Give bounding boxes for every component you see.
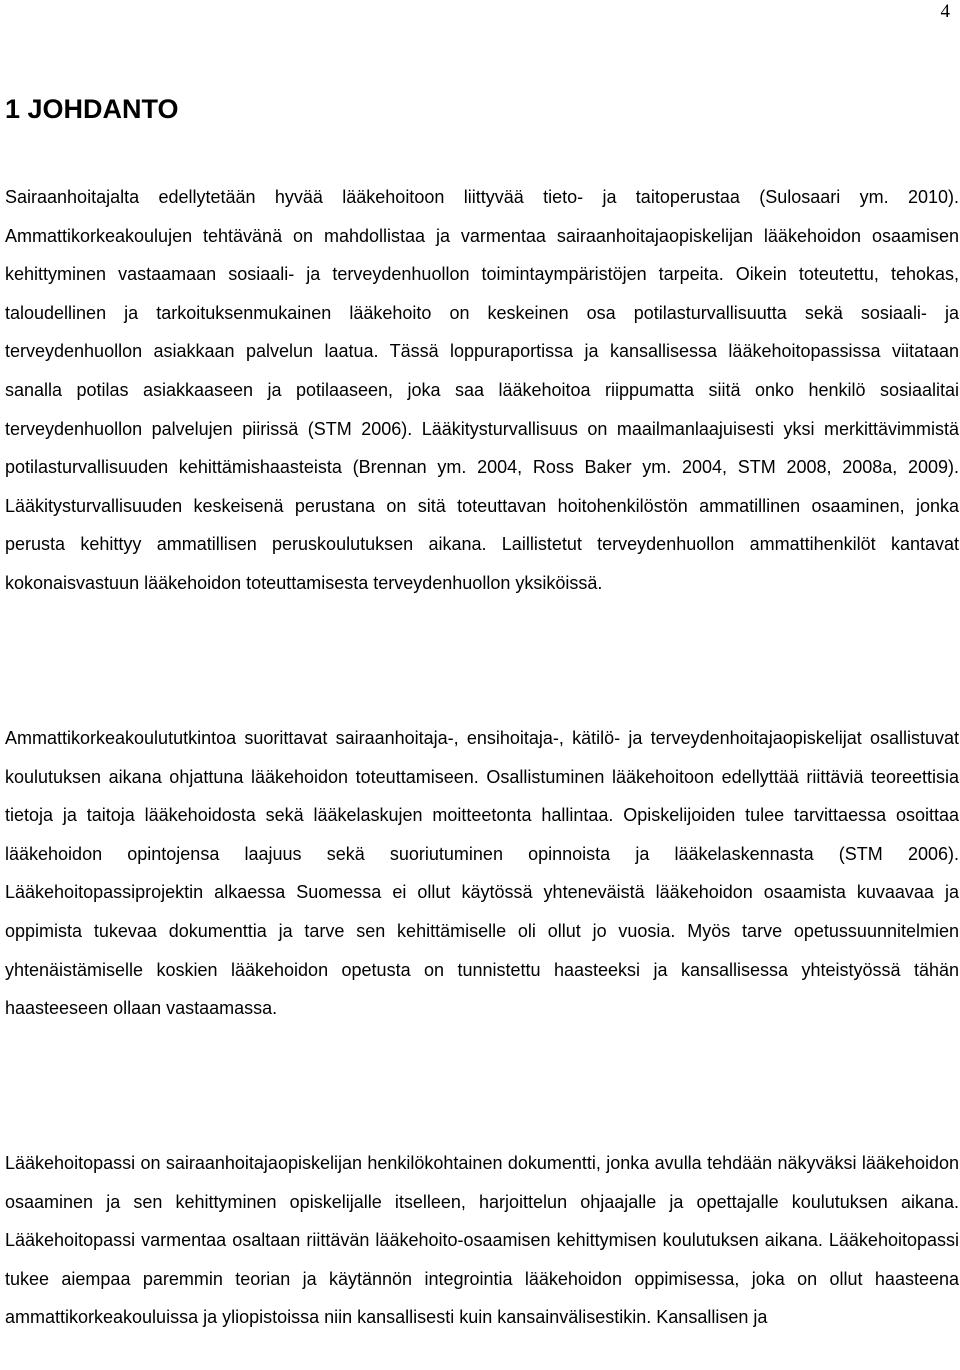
paragraph-1: Sairaanhoitajalta edellytetään hyvää lääkehoitoon liittyvää tieto- ja taitoperustaa (Sulosaari ym. 2010). Ammattikorkeakoulujen tehtävänä on mahdollistaa ja varmentaa sairaanhoitajaopiskelijan lääkehoidon osaamisen kehittyminen vastaamaan sosiaali- ja terveydenhuollon toimintaympäristöjen tarpeita. Oikein toteutettu, tehokas, taloudellinen ja tarkoituksenmukainen lääkehoito on keskeinen osa potilasturvallisuutta sekä sosiaali- ja terveydenhuollon asiakkaan palvelun laatua. Tässä loppuraportissa ja kansallisessa lääkehoitopassissa viitataan sanalla potilas asiakkaaseen ja potilaaseen, joka saa lääkehoitoa riippumatta siitä onko henkilö sosiaalitai terveydenhuollon palvelujen piirissä (STM 2006). Lääkitysturvallisuus on maailmanlaajuisesti yksi merkittävimmistä potilasturvallisuuden kehittämishaasteista (Brennan ym. 2004, Ross Baker ym. 2004, STM 2008, 2008a, 2009). Lääkitysturvallisuuden keskeisenä perustana on sitä toteuttavan hoitohenkilöstön ammatillinen osaaminen, jonka perusta kehittyy ammatillisen peruskoulutuksen aikana. Laillistetut terveydenhuollon ammattihenkilöt kantavat kokonaisvastuun lääkehoidon toteuttamisesta terveydenhuollon yksiköissä.: [5, 187, 959, 593]
page-number: 4: [940, 1, 950, 22]
paragraph-3: Lääkehoitopassi on sairaanhoitajaopiskelijan henkilökohtainen dokumentti, jonka avulla tehdään näkyväksi lääkehoidon osaaminen ja sen kehittyminen opiskelijalle itselleen, harjoittelun ohjaajalle ja opettajalle koulutuksen aikana. Lääkehoitopassi varmentaa osaltaan riittävän lääkehoito-osaamisen kehittymisen koulutuksen aikana. Lääkehoitopassi tukee aiempaa paremmin teorian ja käytännön integrointia lääkehoidon oppimisessa, joka on ollut haasteena ammattikorkeakouluissa ja yliopistoissa niin kansallisesti kuin kansainvälisestikin. Kansallisen ja: [5, 1153, 959, 1328]
paragraph-2: Ammattikorkeakoulututkintoa suorittavat sairaanhoitaja-, ensihoitaja-, kätilö- ja terveydenhoitajaopiskelijat osallistuvat koulutuksen aikana ohjattuna lääkehoidon toteuttamiseen. Osallistuminen lääkehoitoon edellyttää riittäviä teoreettisia tietoja ja taitoja lääkehoidosta sekä lääkelaskujen moitteetonta hallintaa. Opiskelijoiden tulee tarvittaessa osoittaa lääkehoidon opintojensa laajuus sekä suoriutuminen opinnoista ja lääkelaskennasta (STM 2006). Lääkehoitopassiprojektin alkaessa Suomessa ei ollut käytössä yhteneväistä lääkehoidon osaamista kuvaavaa ja oppimista tukevaa dokumenttia ja tarve sen kehittämiselle oli ollut jo vuosia. Myös tarve opetussuunnitelmien yhtenäistämiselle koskien lääkehoidon opetusta on tunnistettu haasteeksi ja kansallisessa yhteistyössä tähän haasteeseen ollaan vastaamassa.: [5, 728, 959, 1019]
chapter-heading: 1 JOHDANTO: [5, 94, 179, 124]
